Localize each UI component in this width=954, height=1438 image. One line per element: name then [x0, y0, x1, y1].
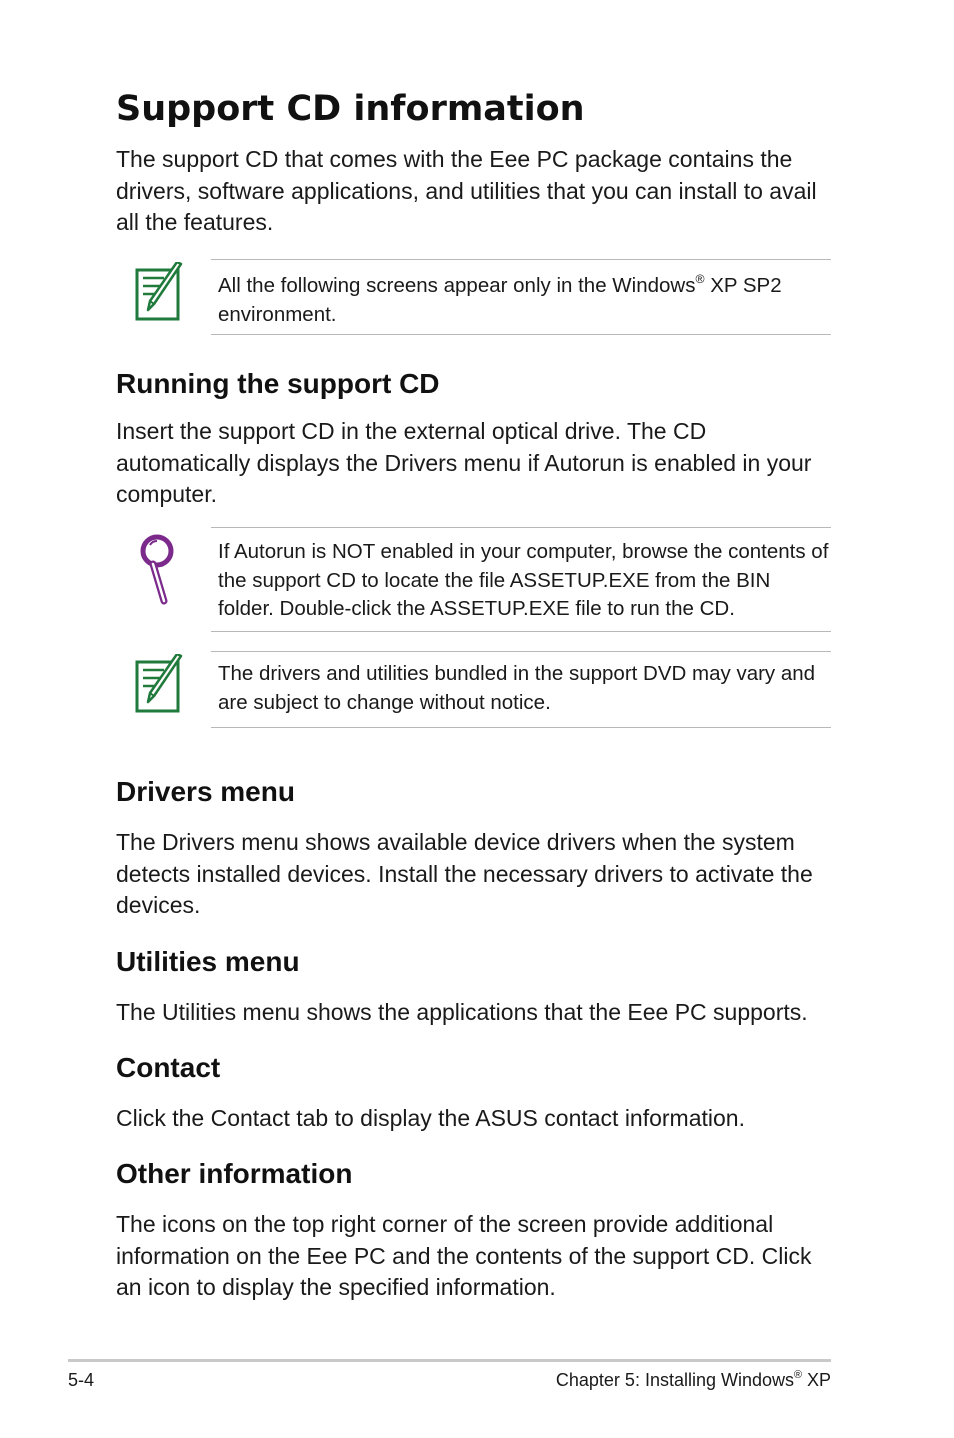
registered-mark: ®: [794, 1368, 802, 1381]
section-text-utilities: The Utilities menu shows the applications that the Eee PC supports.: [116, 999, 808, 1025]
chapter-text-after: XP: [801, 1370, 831, 1390]
section-text-other: The icons on the top right corner of the screen provide additional information on the Eee PC and the contents of the support CD. Click an icon to display the specified information.: [116, 1211, 812, 1300]
section-heading-utilities: Utilities menu: [116, 946, 300, 977]
section-heading-running: Running the support CD: [116, 368, 440, 399]
page-title: Support CD information: [116, 89, 585, 129]
note2-text: The drivers and utilities bundled in the support DVD may vary and are subject to change without notice.: [218, 662, 816, 714]
section-text-drivers: The Drivers menu shows available device drivers when the system detects installed devices. Install the necessary drivers to activate the devices.: [116, 829, 813, 918]
registered-mark: ®: [695, 271, 705, 286]
footer-divider: [68, 1359, 831, 1362]
tip-text: If Autorun is NOT enabled in your computer, browse the contents of the support CD to locate the file ASSETUP.EXE from the BIN folder. Double-click the ASSETUP.EXE file to run the CD.: [218, 540, 829, 620]
section-text-running: Insert the support CD in the external optical drive. The CD automatically displays the Drivers menu if Autorun is enabled in your computer.: [116, 418, 812, 507]
note-box-windows: [211, 259, 831, 335]
tip-box-autorun: [211, 527, 831, 632]
chapter-label: [556, 1368, 831, 1392]
page-number: 5-4: [68, 1370, 95, 1390]
note-text-after: XP SP2 environment.: [218, 274, 782, 326]
note-text-before: All the following screens appear only in the Windows: [218, 274, 696, 297]
section-heading-other: Other information: [116, 1158, 353, 1189]
note-icon: [134, 262, 184, 327]
section-heading-contact: Contact: [116, 1052, 221, 1083]
note-box-dvd: [211, 651, 831, 728]
magnifier-icon: [138, 533, 178, 610]
note-icon: [134, 654, 184, 719]
chapter-text-before: Chapter 5: Installing Windows: [555, 1370, 795, 1390]
section-heading-drivers: Drivers menu: [116, 776, 295, 807]
section-text-contact: Click the Contact tab to display the ASUS contact information.: [116, 1105, 745, 1131]
intro-paragraph: The support CD that comes with the Eee PC package contains the drivers, software applications, and utilities that you can install to avail all the features.: [116, 146, 817, 235]
